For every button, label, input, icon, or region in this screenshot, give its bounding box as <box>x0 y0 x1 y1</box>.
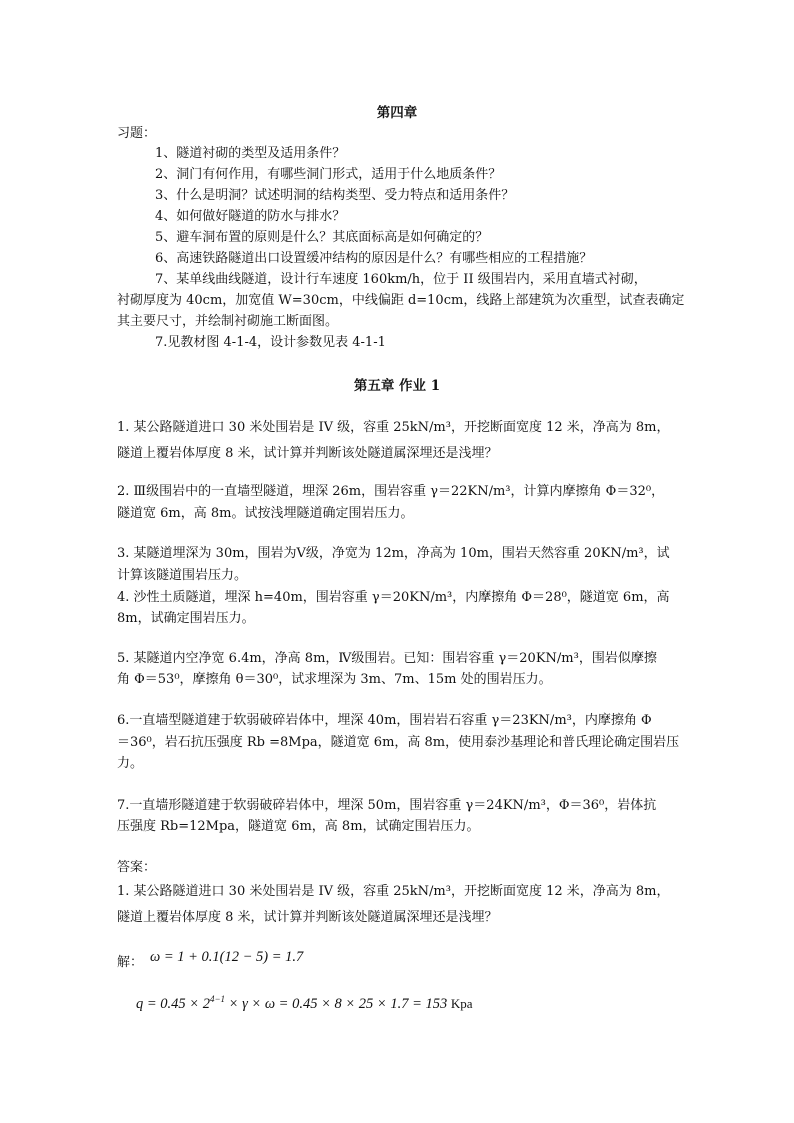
equation-q-exponent: 4−1 <box>209 994 226 1004</box>
equation-q-rhs: × γ × ω = 0.45 × 8 × 25 × 1.7 = 153 <box>225 995 448 1012</box>
question-7-line3: 其主要尺寸，并绘制衬砌施工断面图。 <box>117 314 339 329</box>
problem-5-line1: 5. 某隧道内空净宽 6.4m，净高 8m，Ⅳ级围岩。已知：围岩容重 γ＝20KN/m³，围岩似摩擦 <box>117 651 657 666</box>
problem-1-line1: 1. 某公路隧道进口 30 米处围岩是 IV 级，容重 25kN/m³，开挖断面宽度 12 米，净高为 8m， <box>117 420 670 435</box>
problem-3-line2: 计算该隧道围岩压力。 <box>117 568 248 583</box>
answer-1-line1: 1. 某公路隧道进口 30 米处围岩是 IV 级，容重 25kN/m³，开挖断面宽度 12 米，净高为 8m， <box>117 884 670 899</box>
problem-6-line1: 6.一直墙型隧道建于软弱破碎岩体中，埋深 40m，围岩岩石容重 γ＝23KN/m³，内摩擦角 Φ <box>117 713 652 728</box>
problem-6-line2: ＝36⁰，岩石抗压强度 Rb =8Mpa，隧道宽 6m，高 8m，使用泰沙基理论和普氏理论确定围岩压 <box>117 735 680 750</box>
problem-1-line2: 隧道上覆岩体厚度 8 米，试计算并判断该处隧道属深埋还是浅埋？ <box>117 446 498 461</box>
equation-q-unit: Kpa <box>450 995 473 1011</box>
equation-omega: ω = 1 + 0.1(12 − 5) = 1.7 <box>150 949 304 965</box>
question-7-line2: 衬砌厚度为 40cm，加宽值 W=30cm，中线偏距 d=10cm，线路上部建筑为次重型，试查表确定 <box>117 293 685 308</box>
equation-q <box>136 994 473 1013</box>
question-6: 6、高速铁路隧道出口设置缓冲结构的原因是什么？有哪些相应的工程措施？ <box>155 251 593 266</box>
problem-2-line1: 2. Ⅲ级围岩中的一直墙型隧道，埋深 26m，围岩容重 γ＝22KN/m³，计算内摩擦角 Φ＝32⁰， <box>117 484 665 499</box>
question-3: 3、什么是明洞？试述明洞的结构类型、受力特点和适用条件？ <box>155 188 515 203</box>
question-5: 5、避车洞布置的原则是什么？其底面标高是如何确定的？ <box>155 230 489 245</box>
problem-4-line1: 4. 沙性土质隧道，埋深 h=40m，围岩容重 γ＝20KN/m³，内摩擦角 Φ＝28⁰，隧道宽 6m，高 <box>117 590 670 605</box>
question-7-note: 7.见教材图 4-1-4，设计参数见表 4-1-1 <box>155 335 386 350</box>
problem-7-line1: 7.一直墙形隧道建于软弱破碎岩体中，埋深 50m，围岩容重 γ＝24KN/m³，Φ＝36⁰，岩体抗 <box>117 798 657 813</box>
answer-1-line2: 隧道上覆岩体厚度 8 米，试计算并判断该处隧道属深埋还是浅埋？ <box>117 910 498 925</box>
chapter5-title: 第五章 作业 1 <box>353 378 441 394</box>
exercise-label: 习题： <box>117 126 157 141</box>
question-7-line1: 7、某单线曲线隧道，设计行车速度 160km/h，位于 II 级围岩内，采用直墙式衬砌， <box>155 272 647 287</box>
question-4: 4、如何做好隧道的防水与排水？ <box>155 209 346 224</box>
equation-q-lhs: q = 0.45 × 2 <box>136 995 210 1012</box>
problem-4-line2: 8m，试确定围岩压力。 <box>117 611 255 626</box>
problem-5-line2: 角 Φ＝53⁰，摩擦角 θ＝30⁰，试求埋深为 3m、7m、15m 处的围岩压力。 <box>117 672 552 687</box>
problem-2-line2: 隧道宽 6m，高 8m。试按浅埋隧道确定围岩压力。 <box>117 506 414 521</box>
problem-3-line1: 3. 某隧道埋深为 30m，围岩为Ⅴ级，净宽为 12m，净高为 10m，围岩天然容重 20KN/m³，试 <box>117 546 670 561</box>
problem-7-line2: 压强度 Rb=12Mpa，隧道宽 6m，高 8m，试确定围岩压力。 <box>117 819 480 834</box>
question-1: 1、隧道衬砌的类型及适用条件？ <box>155 146 346 161</box>
problem-6-line3: 力。 <box>117 756 144 771</box>
chapter4-title: 第四章 <box>376 105 418 121</box>
answers-label: 答案： <box>117 860 157 875</box>
solution-label: 解： <box>117 955 144 970</box>
question-2: 2、洞门有何作用，有哪些洞门形式，适用于什么地质条件？ <box>155 167 502 182</box>
